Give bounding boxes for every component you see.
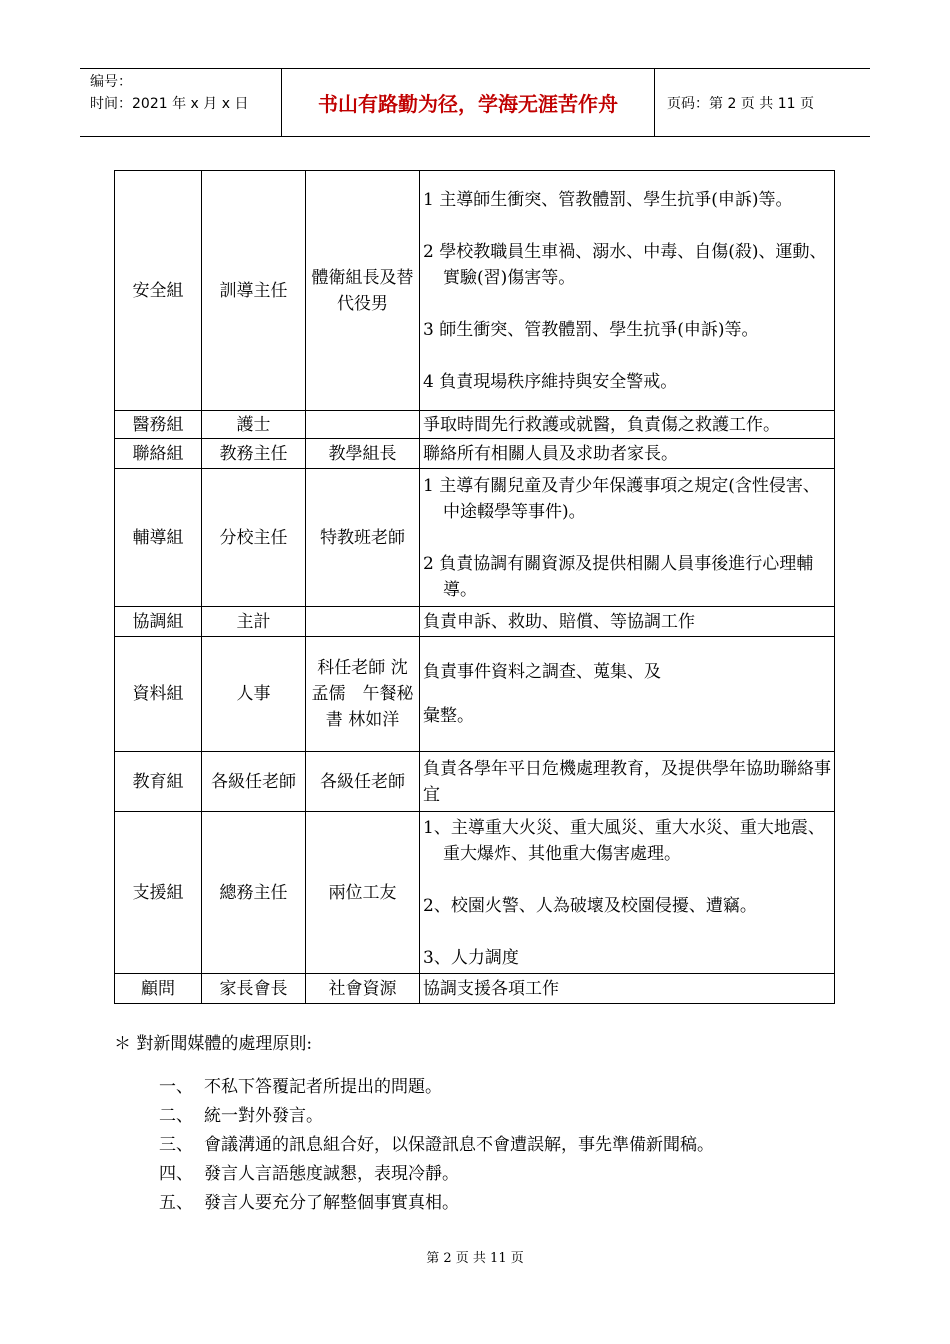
deputy-cell: 兩位工友 <box>306 812 420 974</box>
leader-cell: 護士 <box>202 411 306 439</box>
leader-cell: 主計 <box>202 607 306 637</box>
media-item-number: 三、 <box>159 1135 193 1155</box>
media-item <box>159 1102 834 1131</box>
duty-item: 負責各學年平日危機處理教育，及提供學年協助聯絡事宜 <box>423 758 831 805</box>
duty-item: 1 主導有關兒童及青少年保護事項之規定(含性侵害、中途輟學等事件)。 <box>423 475 820 522</box>
duty-item: 3、人力調度 <box>423 947 519 968</box>
header-meta <box>80 69 282 136</box>
motto: 书山有路勤为径，学海无涯苦作舟 <box>282 69 655 136</box>
leader-cell: 家長會長 <box>202 974 306 1004</box>
duty-item: 2 負責協調有關資源及提供相關人員事後進行心理輔導。 <box>423 553 814 600</box>
group-cell: 教育組 <box>115 752 202 812</box>
page-footer: 第 2 页 共 11 页 <box>426 1251 524 1266</box>
media-list <box>114 1073 834 1218</box>
media-item-number: 五、 <box>159 1193 193 1213</box>
duty-item: 爭取時間先行救護或就醫，負責傷之救護工作。 <box>423 414 780 435</box>
duties-cell <box>420 812 835 974</box>
media-item <box>159 1160 834 1189</box>
deputy-cell <box>306 607 420 637</box>
duty-item: 負責事件資料之調查、蒐集、及 <box>423 662 661 682</box>
group-cell: 資料組 <box>115 637 202 752</box>
table-row <box>115 812 835 974</box>
deputy-cell: 特教班老師 <box>306 469 420 607</box>
group-cell: 聯絡組 <box>115 439 202 469</box>
duties-cell <box>420 439 835 469</box>
leader-cell: 教務主任 <box>202 439 306 469</box>
deputy-cell: 社會資源 <box>306 974 420 1004</box>
page-header <box>80 68 870 137</box>
media-item-text: 發言人言語態度誠懇，表現冷靜。 <box>204 1164 459 1184</box>
duties-cell <box>420 607 835 637</box>
duty-item: 3 師生衝突、管教體罰、學生抗爭(申訴)等。 <box>423 319 759 340</box>
table-row <box>115 411 835 439</box>
duty-item: 負責申訴、救助、賠償、等協調工作 <box>423 611 695 632</box>
group-cell: 協調組 <box>115 607 202 637</box>
leader-cell: 訓導主任 <box>202 171 306 411</box>
duty-item: 聯絡所有相關人員及求助者家長。 <box>423 443 678 464</box>
table-row <box>115 439 835 469</box>
table-row <box>115 171 835 411</box>
media-title: ＊ 對新聞媒體的處理原則: <box>114 1034 313 1054</box>
media-item-text: 統一對外發言。 <box>204 1106 323 1126</box>
media-item-number: 四、 <box>159 1164 193 1184</box>
media-item-number: 二、 <box>159 1106 193 1126</box>
group-cell: 顧問 <box>115 974 202 1004</box>
leader-cell: 各級任老師 <box>202 752 306 812</box>
leader-cell: 分校主任 <box>202 469 306 607</box>
media-item <box>159 1189 834 1218</box>
media-item <box>159 1073 834 1102</box>
table-row <box>115 469 835 607</box>
deputy-cell: 體衛組長及替代役男 <box>306 171 420 411</box>
deputy-cell: 科任老師 沈孟儒 午餐秘書 林如洋 <box>306 637 420 752</box>
page-label: 页码：第 2 页 共 11 页 <box>667 95 814 112</box>
group-cell: 醫務組 <box>115 411 202 439</box>
duties-cell <box>420 637 835 752</box>
duties-cell <box>420 411 835 439</box>
duty-item: 1、主導重大火災、重大風災、重大水災、重大地震、重大爆炸、其他重大傷害處理。 <box>423 817 825 864</box>
media-principles <box>114 1030 834 1218</box>
duty-item: 協調支援各項工作 <box>423 978 559 999</box>
duty-table <box>114 170 835 1004</box>
duty-item: 彙整。 <box>423 706 474 726</box>
table-row <box>115 974 835 1004</box>
media-item-text: 發言人要充分了解整個事實真相。 <box>204 1193 459 1213</box>
duties-cell <box>420 469 835 607</box>
deputy-cell <box>306 411 420 439</box>
duties-cell <box>420 752 835 812</box>
deputy-cell: 教學組長 <box>306 439 420 469</box>
table-row <box>115 637 835 752</box>
duty-item: 4 負責現場秩序維持與安全警戒。 <box>423 371 678 392</box>
duty-item: 2 學校教職員生車禍、溺水、中毒、自傷(殺)、運動、實驗(習)傷害等。 <box>423 241 827 288</box>
table-row <box>115 752 835 812</box>
media-item-text: 會議溝通的訊息組合好，以保證訊息不會遭誤解，事先準備新聞稿。 <box>204 1135 714 1155</box>
media-item-text: 不私下答覆記者所提出的問題。 <box>204 1077 442 1097</box>
leader-cell: 總務主任 <box>202 812 306 974</box>
media-item <box>159 1131 834 1160</box>
duty-item: 1 主導師生衝突、管教體罰、學生抗爭(申訴)等。 <box>423 189 793 210</box>
deputy-cell: 各級任老師 <box>306 752 420 812</box>
date-label: 时间：2021 年 x 月 x 日 <box>90 96 249 112</box>
serial-label: 编号： <box>90 74 132 90</box>
group-cell: 輔導組 <box>115 469 202 607</box>
duty-item: 2、校園火警、人為破壞及校園侵擾、遭竊。 <box>423 895 757 916</box>
leader-cell: 人事 <box>202 637 306 752</box>
group-cell: 安全組 <box>115 171 202 411</box>
group-cell: 支援組 <box>115 812 202 974</box>
media-item-number: 一、 <box>159 1077 193 1097</box>
duties-cell <box>420 974 835 1004</box>
duties-cell <box>420 171 835 411</box>
table-row <box>115 607 835 637</box>
